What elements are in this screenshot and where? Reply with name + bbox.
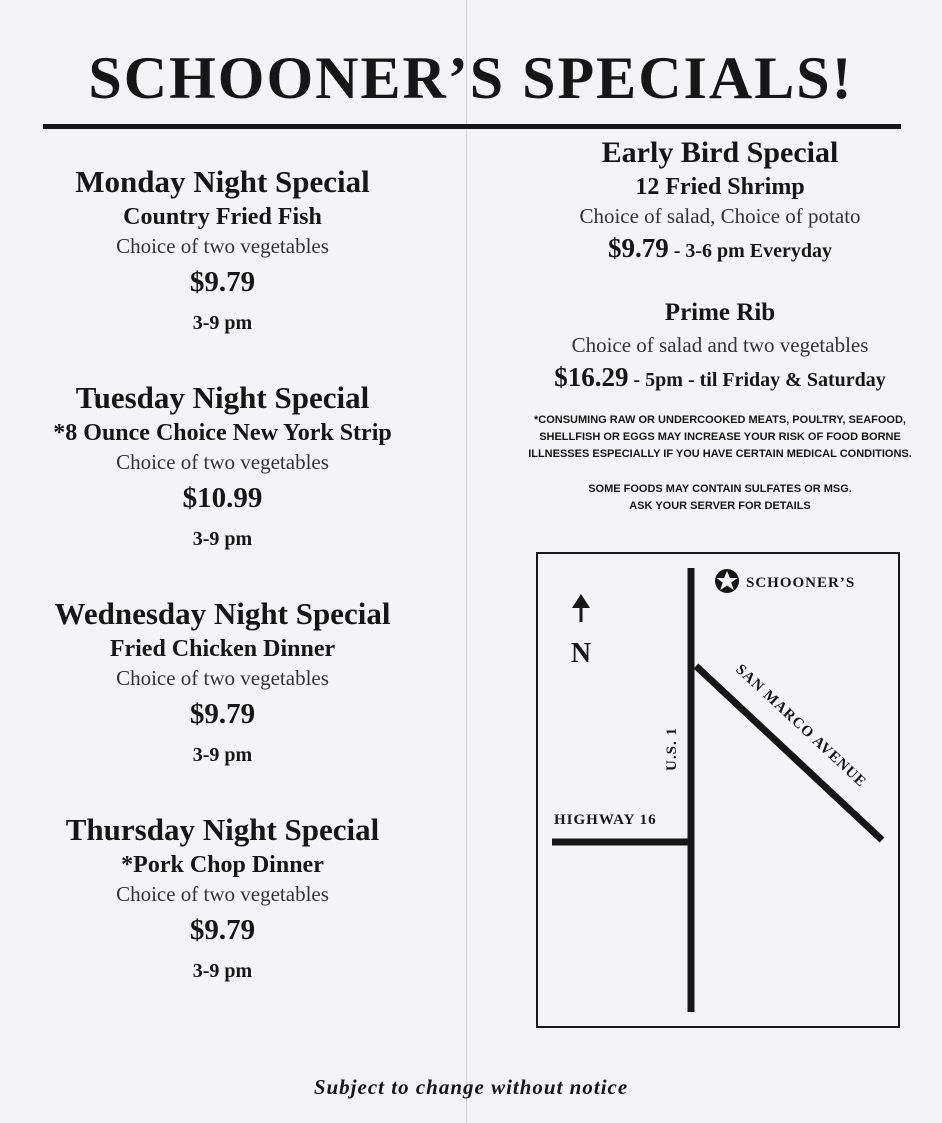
special-title: Tuesday Night Special xyxy=(75,380,370,415)
special-price: $10.99 xyxy=(182,482,263,514)
early-bird-dish: 12 Fried Shrimp xyxy=(635,174,805,200)
special-hours: 3-9 pm xyxy=(192,744,253,766)
special-price: $9.79 xyxy=(189,914,256,946)
special-hours: 3-9 pm xyxy=(192,960,253,982)
special-choice: Choice of two vegetables xyxy=(116,666,329,690)
page-fold xyxy=(466,0,467,1123)
special-choice: Choice of two vegetables xyxy=(116,882,329,906)
special-wednesday xyxy=(10,594,435,774)
prime-rib-title: Prime Rib xyxy=(664,299,776,326)
msg-notice xyxy=(505,481,935,515)
special-tuesday xyxy=(10,378,435,558)
early-bird-title: Early Bird Special xyxy=(601,136,839,169)
msg-notice-line: SOME FOODS MAY CONTAIN SULFATES OR MSG. xyxy=(588,483,852,495)
prime-rib-price: $16.29 xyxy=(554,362,629,392)
special-dish: Fried Chicken Dinner xyxy=(109,636,336,662)
special-title: Monday Night Special xyxy=(75,164,370,199)
us1-label: U.S. 1 xyxy=(664,727,680,771)
special-dish: *8 Ounce Choice New York Strip xyxy=(53,420,392,446)
prime-rib-choice: Choice of salad and two vegetables xyxy=(571,333,869,357)
weekly-specials-column xyxy=(10,162,435,1026)
title-rule xyxy=(43,124,901,129)
footer-note: Subject to change without notice xyxy=(313,1075,629,1099)
server-notice-line: ASK YOUR SERVER FOR DETAILS xyxy=(629,500,811,512)
special-title: Thursday Night Special xyxy=(65,812,380,847)
early-bird-choice: Choice of salad, Choice of potato xyxy=(579,204,861,228)
early-bird-price-line xyxy=(505,230,935,269)
special-price: $9.79 xyxy=(189,266,256,298)
location-map xyxy=(536,552,900,1028)
north-label: N xyxy=(570,638,592,669)
prime-rib-price-line xyxy=(505,359,935,398)
food-safety-disclaimer: *CONSUMING RAW OR UNDERCOOKED MEATS, POULTRY, SEAFOOD, SHELLFISH OR EGGS MAY INCREASE YOUR RISK OF FOOD BORNE ILLNESSES ESPECIALLY IF YOU HAVE CERTAIN MEDICAL CONDITIONS. xyxy=(528,414,912,460)
daily-specials-column xyxy=(505,134,935,515)
special-title: Wednesday Night Special xyxy=(54,596,391,631)
special-dish: *Pork Chop Dinner xyxy=(121,852,324,878)
special-choice: Choice of two vegetables xyxy=(116,234,329,258)
early-bird-special xyxy=(505,134,935,269)
map-drawing xyxy=(538,554,898,1026)
prime-rib-special xyxy=(505,295,935,398)
prime-rib-hours: - 5pm - til Friday & Saturday xyxy=(633,369,886,391)
special-choice: Choice of two vegetables xyxy=(116,450,329,474)
special-price: $9.79 xyxy=(189,698,256,730)
schooners-label: SCHOONER’S xyxy=(746,575,856,591)
special-thursday xyxy=(10,810,435,990)
north-arrow-icon xyxy=(572,594,590,622)
special-monday xyxy=(10,162,435,342)
early-bird-price: $9.79 xyxy=(607,233,669,263)
star-in-circle-icon xyxy=(715,569,739,593)
special-hours: 3-9 pm xyxy=(192,312,253,334)
special-hours: 3-9 pm xyxy=(192,528,253,550)
special-dish: Country Fried Fish xyxy=(123,204,322,230)
early-bird-hours: - 3-6 pm Everyday xyxy=(673,240,833,262)
highway16-label: HIGHWAY 16 xyxy=(554,812,657,828)
san-marco-road xyxy=(696,666,882,840)
page-title: SCHOONER’S SPECIALS! xyxy=(88,45,854,111)
san-marco-label: SAN MARCO AVENUE xyxy=(732,661,870,791)
